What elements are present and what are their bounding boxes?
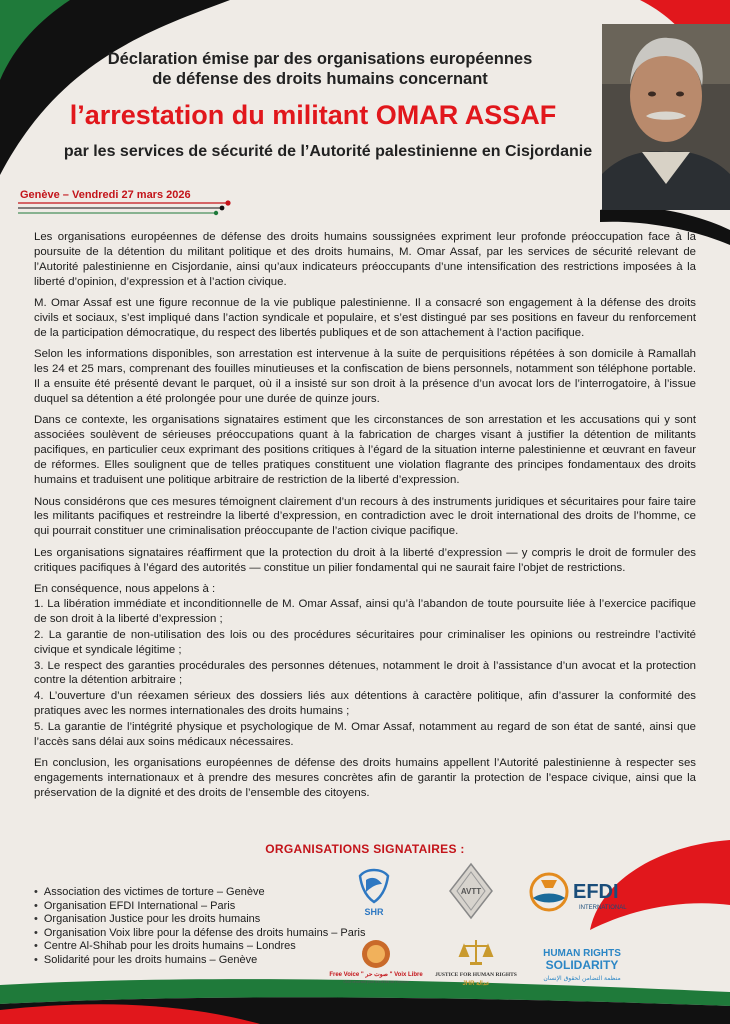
demand-item-5: 5. La garantie de l’intégrité physique et psychologique de M. Omar Assaf, notamment au regard de son état de santé, ainsi que l’accès sans délai aux soins médicaux nécessaires. (34, 721, 696, 749)
headline-title: l’arrestation du militant OMAR ASSAF (69, 100, 557, 130)
demand-item-1: 1. La libération immédiate et inconditionnelle de M. Omar Assaf, ainsi qu’à l’abandon de toute poursuite liée à l’exercice pacifique de son droit à la liberté d’expression ; (34, 597, 696, 625)
paragraph-2: M. Omar Assaf est une figure reconnue de la vie publique palestinienne. Il a consacré son engagement à la défense des droits civils et sociaux, s’est impliqué dans l’action syndicale et populaire, et s’est distingué par ses positions en faveur du renforcement de la participation démocratique, du respect des libertés publiques et de son attachement à l’action pacifique. (34, 297, 696, 339)
header-line-2: de défense des droits humains concernant (152, 70, 488, 88)
signatories-list (34, 886, 365, 968)
hrs-logo-line-3: منظمة التضامن لحقوق الإنسان (543, 975, 621, 982)
headline-subtitle: par les services de sécurité de l’Autorité palestinienne en Cisjordanie (63, 143, 593, 160)
free-voice-logo-subtext: ONG œuvrant pour les droits de l'homme (343, 980, 409, 984)
signatory-item: • Centre Al-Shihab pour les droits humains – Londres (34, 940, 365, 954)
efdi-logo-text: EFDI (573, 881, 619, 903)
demand-item-4: 4. L’ouverture d’un réexamen sérieux des dossiers liés aux détentions à caractère politique, afin d’assurer la conformité des pratiques avec les normes internationales des droits humains ; (34, 690, 696, 718)
paragraph-1: Les organisations européennes de défense des droits humains soussignées expriment leur profonde préoccupation face à la poursuite de la détention du militant politique et des droits humains, M. Omar Assaf, par les services de sécurité relevant de l’Autorité palestinienne en Cisjordanie, ainsi qu’aux indicateurs préoccupants d’une intensification des restrictions imposées à la liberté d’opinion, d’expression et à l’action civique. (34, 231, 696, 288)
efdi-logo (527, 870, 637, 916)
free-voice-logo-text: Free Voice " صوت حر " Voix Libre (329, 972, 423, 978)
paragraph-5: Nous considérons que ces mesures témoignent clairement d’un recours à des instruments juridiques et sécuritaires pour faire taire les militants pacifiques et restreindre la liberté d’expression, en contradiction avec le droit international des droits de l’homme, ce qui pourrait constituer une criminalisation préoccupante de l’action civique pacifique. (34, 495, 696, 538)
paragraph-6: Les organisations signataires réaffirment que la protection du droit à la liberté d’expression — y compris le droit de formuler des critiques pacifiques à l’égard des autorités — constitue un pilier fondamental qui ne saurait faire l’objet de restrictions. (34, 546, 696, 574)
human-rights-solidarity-logo (532, 944, 632, 984)
jhr-logo-text: JUSTICE FOR HUMAN RIGHTS (435, 972, 517, 978)
signatory-item: • Association des victimes de torture – Genève (34, 886, 365, 900)
demands-intro: En conséquence, nous appelons à : (34, 583, 216, 596)
portrait-photo (602, 24, 730, 210)
demand-item-2: 2. La garantie de non-utilisation des lois ou des procédures sécuritaires pour criminaliser les opinions ou restreindre l’activité civique et syndicale légitime ; (34, 628, 696, 656)
shr-logo-text: SHR (364, 907, 384, 917)
header-line-1: Déclaration émise par des organisations européennes (107, 50, 533, 68)
declaration-body (34, 230, 696, 807)
hrs-logo-line-2: SOLIDARITY (545, 958, 619, 972)
free-voice-logo (328, 938, 424, 986)
demand-item-3: 3. Le respect des garanties procédurales des personnes détenues, notamment le droit à l’assistance d’un avocat et la protection contre la détention arbitraire ; (34, 659, 696, 687)
shr-logo (352, 866, 396, 918)
jhr-logo-subtext: JHR عدالة (462, 981, 490, 987)
signatory-item: • Organisation EFDI International – Paris (34, 900, 365, 914)
efdi-logo-subtext: INTERNATIONAL (579, 905, 627, 911)
hrs-logo-line-1: HUMAN RIGHTS (543, 948, 621, 959)
signatories-title: ORGANISATIONS SIGNATAIRES : (265, 842, 465, 856)
signatory-item: • Organisation Justice pour les droits humains (34, 913, 365, 927)
avtt-logo (448, 862, 494, 920)
signatory-item: • Organisation Voix libre pour la défense des droits humains – Paris (34, 927, 365, 941)
jhr-logo (430, 936, 522, 988)
signatory-item: • Solidarité pour les droits humains – Genève (34, 954, 365, 968)
dateline: Genève – Vendredi 27 mars 2026 (20, 189, 191, 201)
paragraph-4: Dans ce contexte, les organisations signataires estiment que les circonstances de son arrestation et les accusations qui y sont associées soulèvent de sérieuses préoccupations quant à la fabrication de charges visant à justifier la détention de militants pacifiques, en particulier ceux exprimant des positions critiques à l’égard de la situation interne palestinienne et œuvrant en faveur de réformes. Elles soulignent que de telles pratiques constituent une violation flagrante des principes fondamentaux des droits humains et traduisent une politique arbitraire de restriction de la liberté d’expression. (34, 414, 696, 487)
conclusion-paragraph: En conclusion, les organisations européennes de défense des droits humains appellent l’Autorité palestinienne à respecter ses engagements internationaux et à prendre des mesures concrètes afin de garantir la protection de l’espace civique, ainsi que la préservation de la dignité et des droits de l’ensemble des citoyens. (34, 757, 696, 799)
paragraph-3: Selon les informations disponibles, son arrestation est intervenue à la suite de perquisitions répétées à son domicile à Ramallah les 24 et 25 mars, comprenant des fouilles minutieuses et la confiscation de biens personnels, notamment son téléphone portable. Il a ensuite été présenté devant le parquet, où il a insisté sur son droit à la présence d’un avocat lors de l’interrogatoire, à l’issue duquel sa détention a été prolongée pour une durée de quinze jours. (34, 348, 696, 406)
avtt-logo-text: AVTT (460, 887, 482, 896)
